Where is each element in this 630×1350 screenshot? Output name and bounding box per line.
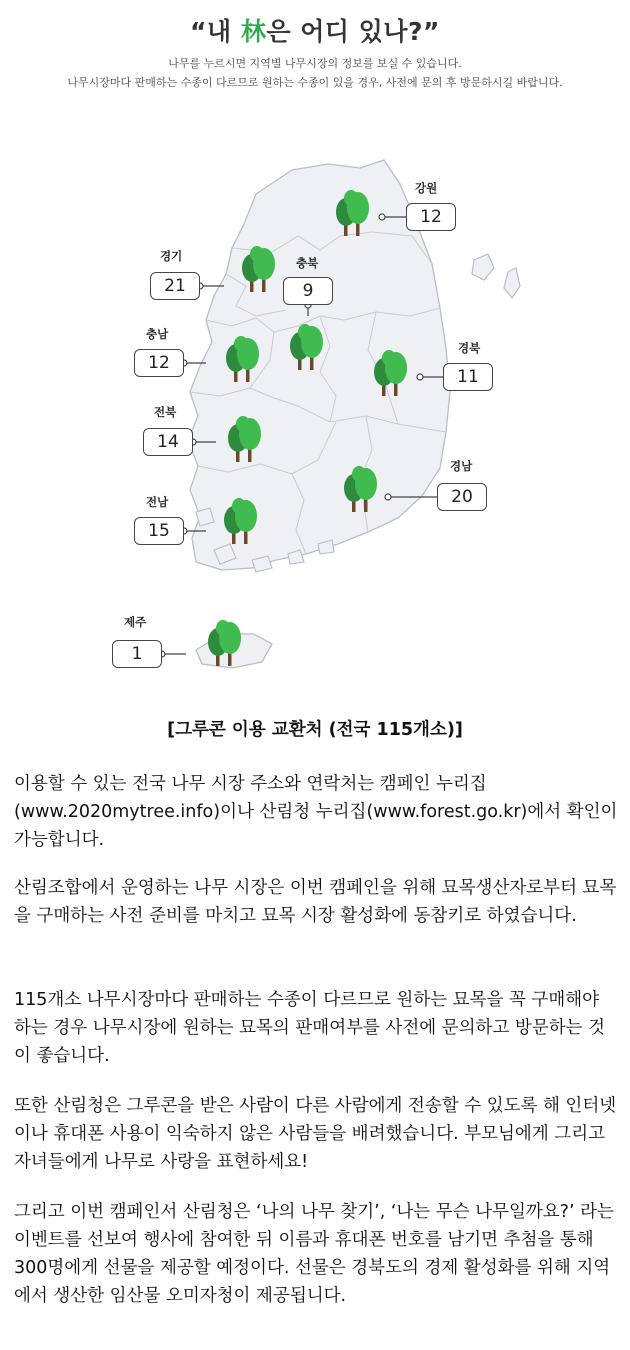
instruction-line-1: 나무를 누르시면 지역별 나무시장의 정보를 보실 수 있습니다. [168, 57, 462, 70]
region-count-jeonbuk[interactable]: 14 [143, 428, 193, 456]
tree-shape [344, 190, 358, 206]
region-count-gyeongnam[interactable]: 20 [437, 483, 487, 511]
tree-shape [236, 416, 250, 432]
region-count-gangwon[interactable]: 12 [406, 203, 456, 231]
paragraph-text: 115개소 나무시장마다 판매하는 수종이 다르므로 원하는 묘목을 꼭 구매해야 하는 경우 나무시장에 원하는 묘목의 판매여부를 사전에 문의하고 방문하는 것이 좋습니다. [14, 990, 606, 1066]
paragraph-text: 그리고 이번 캠페인서 산림청은 ‘나의 나무 찾기’, ‘나는 무슨 나무일까요?’ 라는 이벤트를 선보여 행사에 참여한 뒤 이름과 휴대폰 번호를 남기면 추첨을 통해 300명에게 선물을 제공할 예정이다. 선물은 경북도의 경제 활성화를 위해 지역에서 생산한 임산물 오미자청이 제공됩니다. [14, 1202, 614, 1306]
tree-shape [216, 620, 230, 636]
region-label-gyeonggi: 경기 [160, 249, 183, 263]
region-label-gangwon: 강원 [415, 181, 438, 195]
paragraph-2 [14, 874, 620, 930]
region-label-chungnam: 충남 [146, 327, 169, 341]
tree-shape [232, 498, 246, 514]
paragraph-1 [14, 770, 620, 854]
instruction-line-2: 나무시장마다 판매하는 수종이 다르므로 원하는 수종이 있을 경우, 사전에 문의 후 방문하시길 바랍니다. [67, 75, 563, 89]
caption: [그루콘 이용 교환처 (전국 115개소)] [167, 720, 463, 740]
tree-shape [298, 324, 312, 340]
paragraph-4 [14, 1092, 620, 1176]
region-label-gyeongbuk: 경북 [458, 341, 481, 355]
paragraph-3 [14, 986, 620, 1070]
title-accent: 林 [240, 17, 267, 46]
paragraph-text: 이용할 수 있는 전국 나무 시장 주소와 연락처는 캠페인 누리집(www.2020mytree.info)이나 산림청 누리집(www.forest.go.kr)에서 확인이 가능합니다. [14, 774, 618, 850]
paragraph-5 [14, 1198, 620, 1310]
region-count-jeju[interactable]: 1 [112, 640, 162, 668]
tree-shape [352, 466, 366, 482]
region-count-chungnam[interactable]: 12 [134, 349, 184, 377]
connector-dot-gyeongbuk [417, 374, 423, 380]
connector-dot-gangwon [379, 214, 385, 220]
tree-shape [382, 350, 396, 366]
region-label-gyeongnam: 경남 [450, 459, 473, 473]
region-label-jeonbuk: 전북 [154, 405, 177, 419]
region-label-jeju: 제주 [124, 615, 147, 629]
region-label-chungbuk: 충북 [296, 256, 319, 270]
tree-shape [234, 336, 248, 352]
region-count-gyeongbuk[interactable]: 11 [443, 363, 493, 391]
region-count-jeonnam[interactable]: 15 [134, 517, 184, 545]
header [0, 12, 630, 94]
title-close: 은 어디 있나?” [266, 17, 440, 46]
title-open: “내 [190, 17, 241, 46]
region-label-jeonnam: 전남 [146, 495, 169, 509]
tree-shape [250, 246, 264, 262]
page-title [0, 12, 630, 48]
paragraph-text: 산림조합에서 운영하는 나무 시장은 이번 캠페인을 위해 묘목생산자로부터 묘목을 구매하는 사전 준비를 마치고 묘목 시장 활성화에 동참키로 하였습니다. [14, 878, 617, 926]
korea-map [0, 140, 630, 700]
region-count-gyeonggi[interactable]: 21 [150, 272, 200, 300]
paragraph-text: 또한 산림청은 그루콘을 받은 사람이 다른 사람에게 전송할 수 있도록 해 인터넷이나 휴대폰 사용이 익숙하지 않은 사람들을 배려했습니다. 부모님에게 그리고 자녀들에게 나무로 사랑을 표현하세요! [14, 1096, 617, 1172]
korea-map-graphic [0, 140, 630, 700]
connector-dot-gyeongnam [385, 494, 391, 500]
region-count-chungbuk[interactable]: 9 [283, 277, 333, 305]
map-outline [188, 160, 520, 668]
